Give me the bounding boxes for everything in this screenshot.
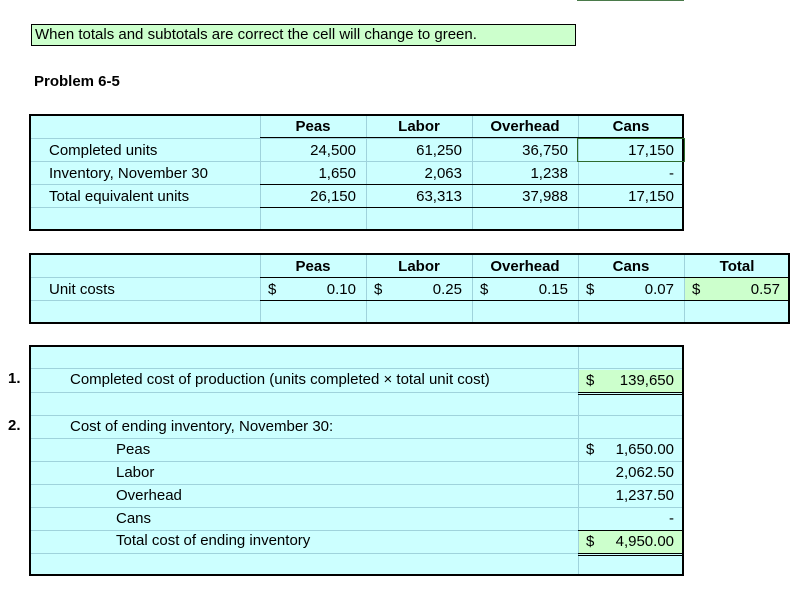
question-number: 2.	[8, 417, 21, 434]
currency-symbol: $	[692, 281, 701, 298]
header-cans: Cans	[612, 118, 650, 135]
currency-symbol: $	[480, 281, 489, 298]
header-total: Total	[719, 258, 755, 275]
unit-costs-table	[29, 253, 790, 324]
inventory-item-value[interactable]: 1,237.50	[615, 487, 674, 504]
cell-value[interactable]: 0.15	[538, 281, 568, 298]
currency-symbol: $	[268, 281, 277, 298]
inventory-item-label: Labor	[116, 464, 155, 481]
header-labor: Labor	[398, 118, 440, 135]
question-number: 1.	[8, 370, 21, 387]
currency-symbol: $	[586, 281, 595, 298]
inventory-item-label: Cans	[116, 510, 152, 527]
header-peas: Peas	[295, 258, 331, 275]
completed-cost-value[interactable]: 139,650	[619, 372, 674, 389]
currency-symbol: $	[586, 441, 595, 458]
header-labor: Labor	[398, 258, 440, 275]
cell-value[interactable]: 61,250	[416, 142, 462, 159]
row-label: Unit costs	[49, 281, 115, 298]
header-peas: Peas	[295, 118, 331, 135]
currency-symbol: $	[586, 372, 595, 389]
header-overhead: Overhead	[490, 258, 560, 275]
q1-label: Completed cost of production (units completed × total unit cost)	[70, 371, 490, 388]
equivalent-units-table	[29, 114, 684, 231]
currency-symbol: $	[374, 281, 383, 298]
cell-value[interactable]: 17,150	[628, 142, 674, 159]
row-label: Inventory, November 30	[49, 165, 208, 182]
cell-value[interactable]: 1,650	[318, 165, 356, 182]
cell-value[interactable]: 37,988	[522, 188, 568, 205]
instruction-note: When totals and subtotals are correct the cell will change to green.	[31, 24, 576, 46]
inventory-item-value[interactable]: 2,062.50	[615, 464, 674, 481]
total-inventory-label: Total cost of ending inventory	[116, 532, 311, 549]
row-label: Total equivalent units	[49, 188, 190, 205]
inventory-item-label: Peas	[116, 441, 151, 458]
cell-value[interactable]: 63,313	[416, 188, 462, 205]
inventory-item-label: Overhead	[116, 487, 182, 504]
row-label: Completed units	[49, 142, 158, 159]
cell-value[interactable]: -	[669, 165, 674, 182]
inventory-item-value[interactable]: 1,650.00	[615, 441, 674, 458]
cell-value[interactable]: 26,150	[310, 188, 356, 205]
problem-title: Problem 6-5	[34, 73, 120, 90]
currency-symbol: $	[586, 533, 595, 550]
cell-value[interactable]: 1,238	[530, 165, 568, 182]
cell-value[interactable]: 0.07	[644, 281, 674, 298]
total-unit-cost[interactable]: 0.57	[750, 281, 780, 298]
header-cans: Cans	[612, 258, 650, 275]
q2-label: Cost of ending inventory, November 30:	[70, 418, 334, 435]
cell-value[interactable]: 17,150	[628, 188, 674, 205]
cell-value[interactable]: 2,063	[424, 165, 462, 182]
inventory-item-value[interactable]: -	[669, 510, 674, 527]
top-edge-line	[577, 0, 684, 1]
cell-value[interactable]: 0.25	[432, 281, 462, 298]
cell-value[interactable]: 36,750	[522, 142, 568, 159]
cell-value[interactable]: 24,500	[310, 142, 356, 159]
header-overhead: Overhead	[490, 118, 560, 135]
total-inventory-value[interactable]: 4,950.00	[615, 533, 674, 550]
cell-value[interactable]: 0.10	[326, 281, 356, 298]
answers-table	[29, 345, 684, 576]
